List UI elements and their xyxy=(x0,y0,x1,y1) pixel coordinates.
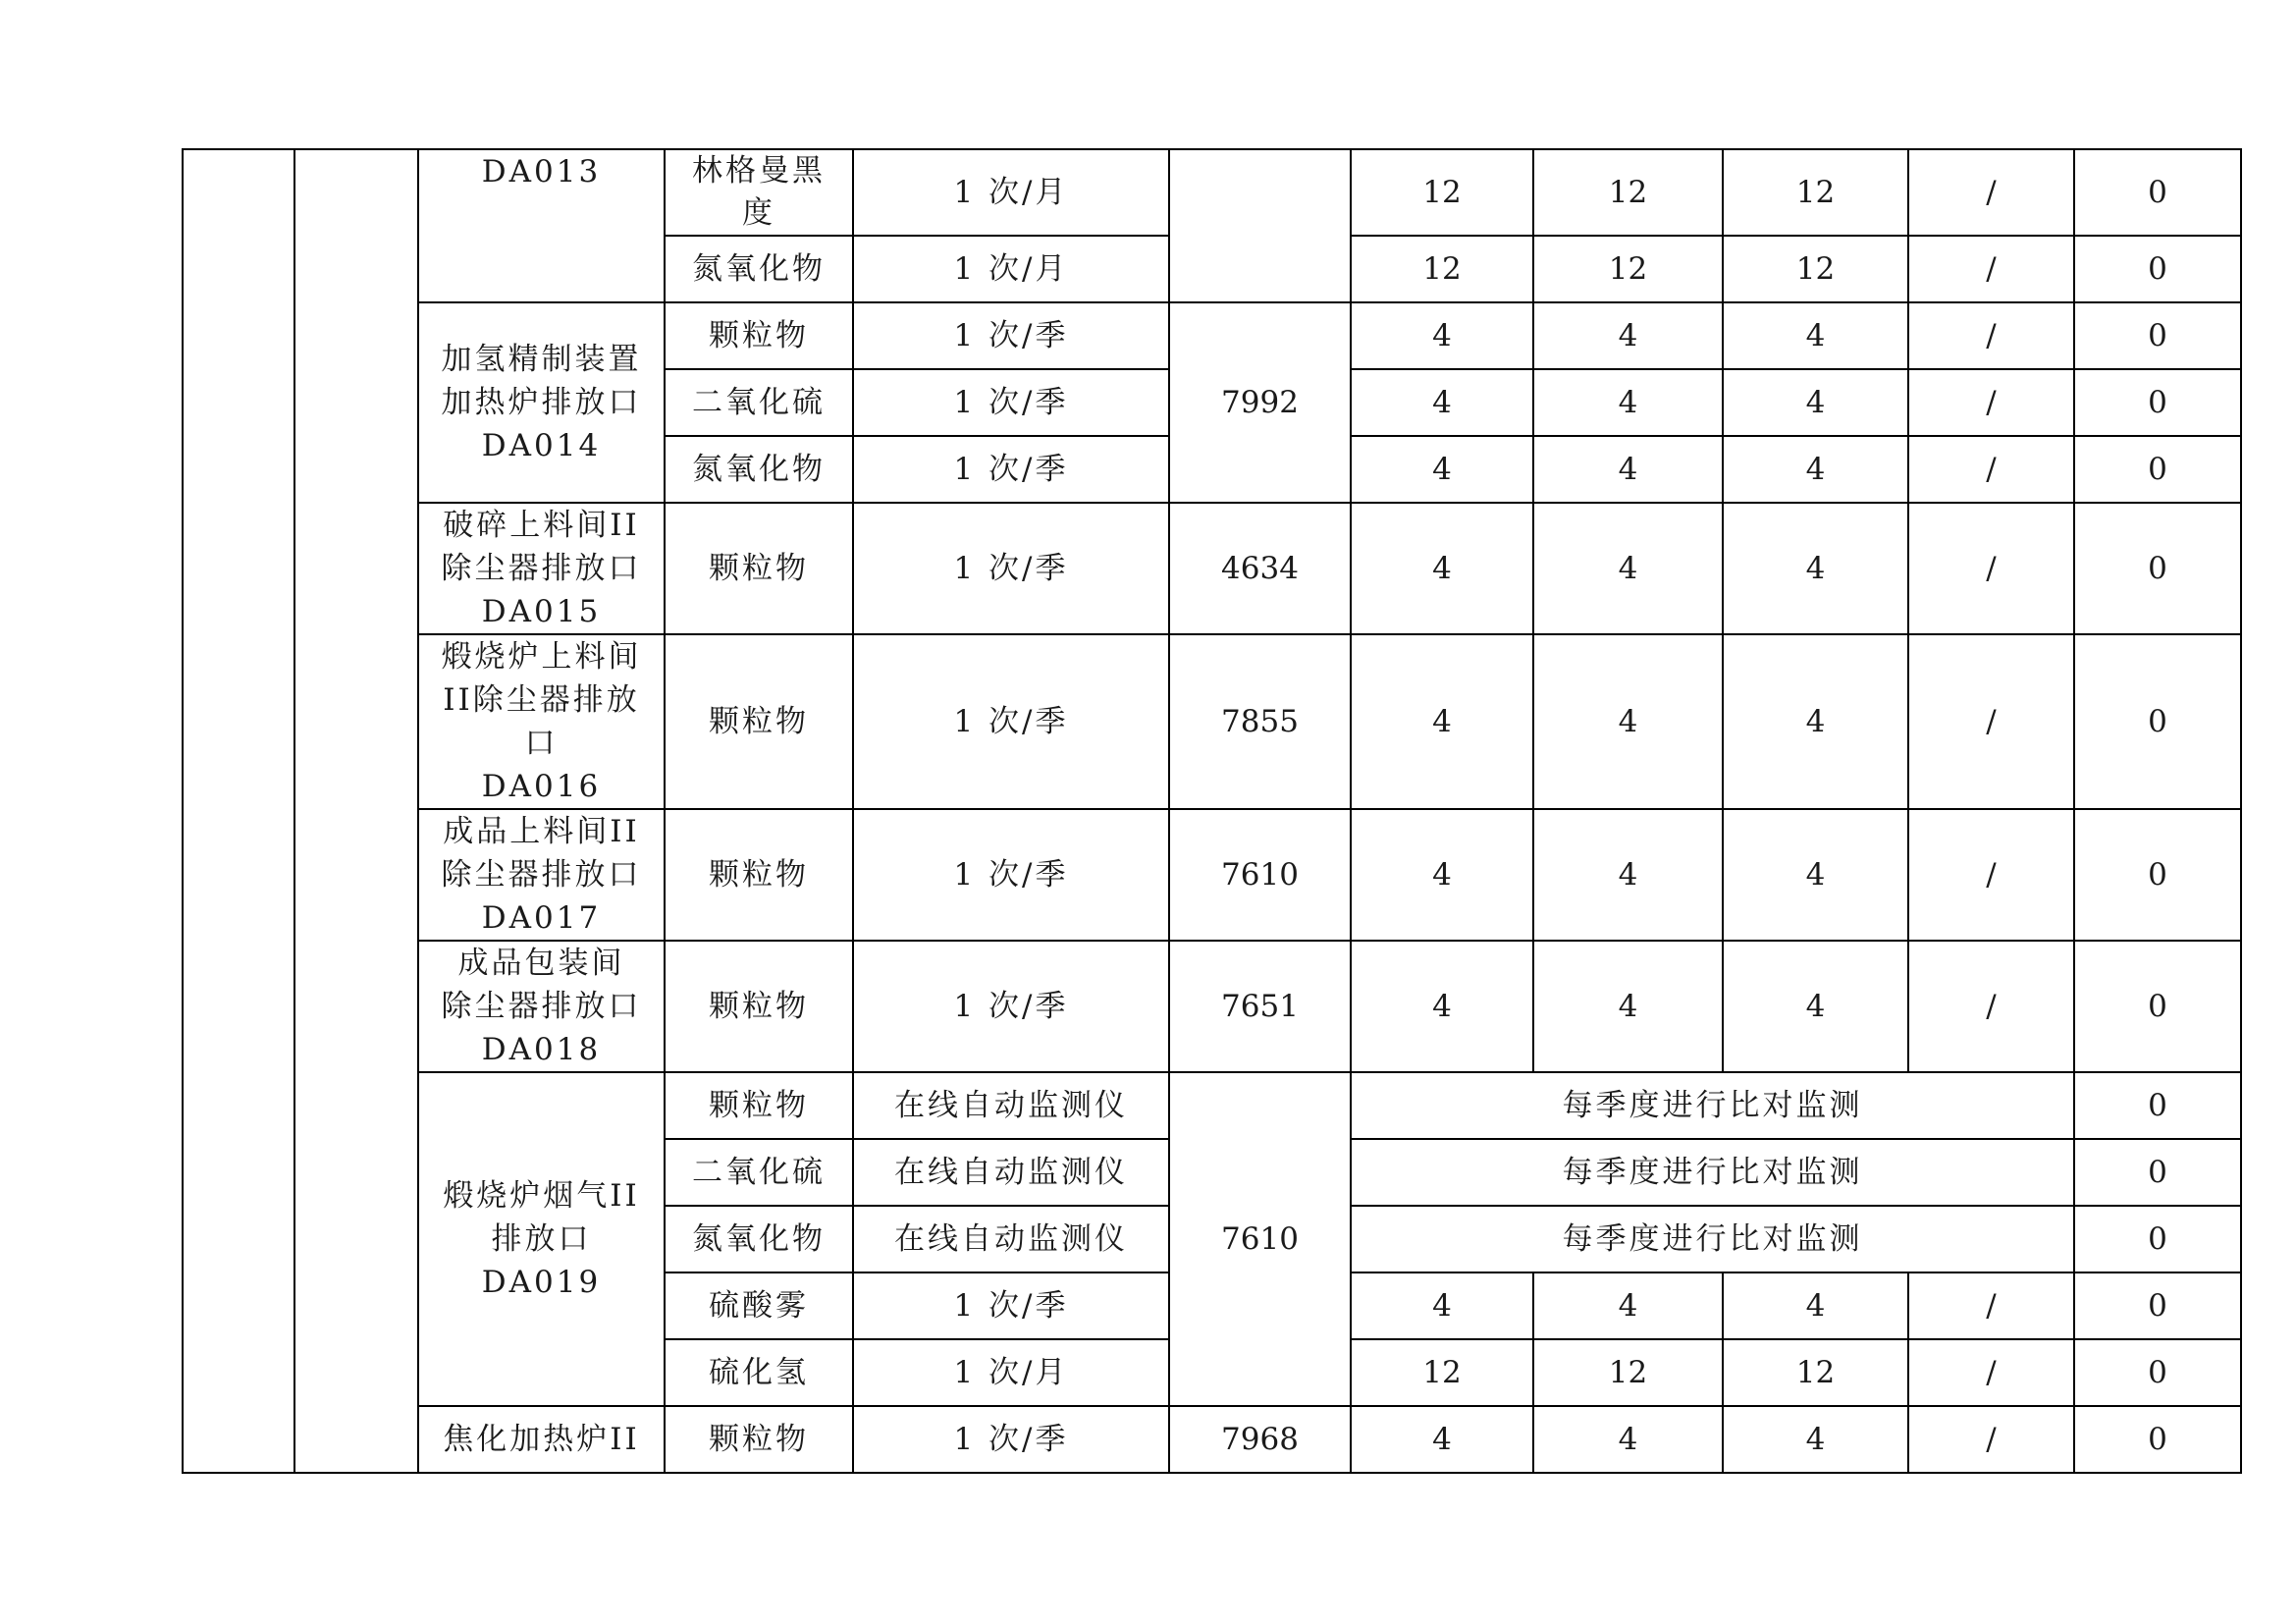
comparison-note-cell: 每季度进行比对监测 xyxy=(1351,1072,2074,1139)
frequency-cell: 1 次/月 xyxy=(853,149,1169,236)
outlet-cell xyxy=(418,503,665,634)
exceed-count-cell: 0 xyxy=(2074,1206,2241,1272)
exceed-count-cell: 0 xyxy=(2074,236,2241,302)
pollutant-cell xyxy=(665,236,853,302)
pollutant-cell xyxy=(665,1206,853,1272)
count-cell-d: / xyxy=(1908,503,2074,634)
table-row xyxy=(183,302,2241,369)
count-cell-c: 12 xyxy=(1723,236,1908,302)
table-row xyxy=(183,503,2241,634)
comparison-note-cell: 每季度进行比对监测 xyxy=(1351,1206,2074,1272)
count-cell-d: / xyxy=(1908,1339,2074,1406)
outlet-name-line: 成品上料间II xyxy=(443,814,640,849)
frequency-cell: 在线自动监测仪 xyxy=(853,1206,1169,1272)
count-cell-b: 12 xyxy=(1533,149,1723,236)
count-cell-b: 4 xyxy=(1533,369,1723,436)
frequency-cell: 1 次/季 xyxy=(853,809,1169,941)
pollutant-name-line: 硫化氢 xyxy=(709,1354,809,1390)
count-cell-c: 4 xyxy=(1723,436,1908,503)
frequency-cell: 1 次/季 xyxy=(853,1272,1169,1339)
frequency-cell: 1 次/季 xyxy=(853,369,1169,436)
pollutant-cell xyxy=(665,1406,853,1473)
pollutant-name-line: 二氧化硫 xyxy=(692,384,826,420)
count-cell-a: 4 xyxy=(1351,436,1533,503)
count-cell-c: 4 xyxy=(1723,941,1908,1072)
count-cell-c: 12 xyxy=(1723,149,1908,236)
table-row xyxy=(183,809,2241,941)
count-cell-b: 4 xyxy=(1533,302,1723,369)
pollutant-cell xyxy=(665,149,853,236)
pollutant-cell xyxy=(665,302,853,369)
pollutant-cell xyxy=(665,503,853,634)
count-cell-a: 4 xyxy=(1351,634,1533,809)
count-cell-d: / xyxy=(1908,436,2074,503)
pollutant-name-line: 颗粒物 xyxy=(709,703,809,739)
pollutant-name-line: 硫酸雾 xyxy=(709,1287,809,1324)
pollutant-name-line: 二氧化硫 xyxy=(692,1154,826,1190)
outlet-name-line: 焦化加热炉II xyxy=(443,1422,640,1457)
frequency-cell: 1 次/月 xyxy=(853,236,1169,302)
count-cell-a: 4 xyxy=(1351,1272,1533,1339)
count-cell-a: 12 xyxy=(1351,1339,1533,1406)
outlet-name-line: 煅烧炉烟气II xyxy=(443,1178,640,1214)
count-cell-a: 4 xyxy=(1351,369,1533,436)
frequency-cell: 1 次/季 xyxy=(853,436,1169,503)
count-cell-d: / xyxy=(1908,236,2074,302)
count-cell-b: 4 xyxy=(1533,503,1723,634)
exceed-count-cell: 0 xyxy=(2074,149,2241,236)
count-cell-c: 4 xyxy=(1723,503,1908,634)
outlet-name-line: DA016 xyxy=(481,769,602,804)
table-row xyxy=(183,941,2241,1072)
outlet-name-line: 排放口 xyxy=(491,1221,592,1257)
exceed-count-cell: 0 xyxy=(2074,941,2241,1072)
outlet-name-line: 口 xyxy=(524,726,559,761)
flow-cell: 7992 xyxy=(1169,302,1351,503)
outlet-cell xyxy=(418,809,665,941)
count-cell-b: 12 xyxy=(1533,1339,1723,1406)
count-cell-b: 4 xyxy=(1533,1272,1723,1339)
outlet-name-line: II除尘器排放 xyxy=(443,682,640,718)
flow-cell: 7651 xyxy=(1169,941,1351,1072)
count-cell-b: 4 xyxy=(1533,1406,1723,1473)
outlet-name-line: DA013 xyxy=(481,154,602,189)
frequency-cell: 1 次/季 xyxy=(853,302,1169,369)
pollutant-name-line: 颗粒物 xyxy=(709,317,809,353)
pollutant-cell xyxy=(665,809,853,941)
count-cell-d: / xyxy=(1908,1272,2074,1339)
outlet-name-line: DA018 xyxy=(481,1032,602,1067)
count-cell-d: / xyxy=(1908,369,2074,436)
count-cell-c: 4 xyxy=(1723,1406,1908,1473)
count-cell-b: 12 xyxy=(1533,236,1723,302)
count-cell-a: 4 xyxy=(1351,941,1533,1072)
frequency-cell: 1 次/季 xyxy=(853,503,1169,634)
count-cell-a: 4 xyxy=(1351,302,1533,369)
exceed-count-cell: 0 xyxy=(2074,302,2241,369)
frequency-cell: 在线自动监测仪 xyxy=(853,1072,1169,1139)
exceed-count-cell: 0 xyxy=(2074,809,2241,941)
frequency-cell: 1 次/季 xyxy=(853,941,1169,1072)
exceed-count-cell: 0 xyxy=(2074,1272,2241,1339)
pollutant-name-line: 颗粒物 xyxy=(709,856,809,893)
pollutant-name-line: 氮氧化物 xyxy=(692,1220,826,1257)
pollutant-name-line: 林格曼黑 xyxy=(692,153,826,189)
pollutant-name-line: 颗粒物 xyxy=(709,1421,809,1457)
outlet-name-line: 除尘器排放口 xyxy=(441,857,642,893)
flow-cell: 7855 xyxy=(1169,634,1351,809)
exceed-count-cell: 0 xyxy=(2074,369,2241,436)
count-cell-c: 4 xyxy=(1723,369,1908,436)
exceed-count-cell: 0 xyxy=(2074,634,2241,809)
outlet-cell xyxy=(418,941,665,1072)
pollutant-name-line: 颗粒物 xyxy=(709,550,809,586)
count-cell-c: 4 xyxy=(1723,302,1908,369)
count-cell-d: / xyxy=(1908,302,2074,369)
category-cell xyxy=(183,149,294,1473)
outlet-name-line: DA017 xyxy=(481,900,602,936)
pollutant-cell xyxy=(665,1272,853,1339)
flow-cell: 7610 xyxy=(1169,1072,1351,1406)
pollutant-cell xyxy=(665,1339,853,1406)
table-row xyxy=(183,1406,2241,1473)
pollutant-cell xyxy=(665,436,853,503)
exceed-count-cell: 0 xyxy=(2074,1339,2241,1406)
outlet-cell xyxy=(418,1072,665,1406)
pollutant-cell xyxy=(665,941,853,1072)
frequency-cell: 在线自动监测仪 xyxy=(853,1139,1169,1206)
outlet-name-line: 加氢精制装置 xyxy=(441,342,642,377)
flow-cell: 4634 xyxy=(1169,503,1351,634)
count-cell-a: 4 xyxy=(1351,1406,1533,1473)
table-row xyxy=(183,634,2241,809)
pollutant-cell xyxy=(665,369,853,436)
count-cell-a: 4 xyxy=(1351,809,1533,941)
table-row xyxy=(183,149,2241,236)
count-cell-b: 4 xyxy=(1533,809,1723,941)
count-cell-c: 12 xyxy=(1723,1339,1908,1406)
table-row xyxy=(183,1072,2241,1139)
count-cell-d: / xyxy=(1908,941,2074,1072)
frequency-cell: 1 次/季 xyxy=(853,634,1169,809)
monitoring-table xyxy=(182,148,2242,1474)
count-cell-d: / xyxy=(1908,634,2074,809)
outlet-name-line: DA014 xyxy=(481,428,602,463)
outlet-cell xyxy=(418,302,665,503)
count-cell-d: / xyxy=(1908,809,2074,941)
count-cell-c: 4 xyxy=(1723,1272,1908,1339)
count-cell-b: 4 xyxy=(1533,634,1723,809)
exceed-count-cell: 0 xyxy=(2074,1139,2241,1206)
outlet-name-line: DA019 xyxy=(481,1265,602,1300)
exceed-count-cell: 0 xyxy=(2074,1406,2241,1473)
flow-cell: 7968 xyxy=(1169,1406,1351,1473)
count-cell-c: 4 xyxy=(1723,634,1908,809)
flow-cell: 7610 xyxy=(1169,809,1351,941)
exceed-count-cell: 0 xyxy=(2074,436,2241,503)
exceed-count-cell: 0 xyxy=(2074,1072,2241,1139)
subcategory-cell xyxy=(294,149,418,1473)
comparison-note-cell: 每季度进行比对监测 xyxy=(1351,1139,2074,1206)
count-cell-a: 4 xyxy=(1351,503,1533,634)
pollutant-name-line: 氮氧化物 xyxy=(692,451,826,487)
count-cell-b: 4 xyxy=(1533,436,1723,503)
outlet-name-line: 除尘器排放口 xyxy=(441,551,642,586)
frequency-cell: 1 次/季 xyxy=(853,1406,1169,1473)
count-cell-b: 4 xyxy=(1533,941,1723,1072)
pollutant-cell xyxy=(665,634,853,809)
exceed-count-cell: 0 xyxy=(2074,503,2241,634)
pollutant-cell xyxy=(665,1139,853,1206)
outlet-cell xyxy=(418,149,665,302)
pollutant-name-line: 颗粒物 xyxy=(709,1087,809,1123)
pollutant-cell xyxy=(665,1072,853,1139)
outlet-name-line: 除尘器排放口 xyxy=(441,989,642,1024)
count-cell-d: / xyxy=(1908,149,2074,236)
outlet-cell xyxy=(418,1406,665,1473)
count-cell-d: / xyxy=(1908,1406,2074,1473)
pollutant-name-line: 氮氧化物 xyxy=(692,250,826,287)
frequency-cell: 1 次/月 xyxy=(853,1339,1169,1406)
pollutant-name-line: 颗粒物 xyxy=(709,988,809,1024)
outlet-name-line: 破碎上料间II xyxy=(443,508,640,543)
count-cell-a: 12 xyxy=(1351,149,1533,236)
pollutant-name-line: 度 xyxy=(742,195,775,231)
count-cell-c: 4 xyxy=(1723,809,1908,941)
outlet-cell xyxy=(418,634,665,809)
outlet-name-line: 煅烧炉上料间 xyxy=(441,639,642,675)
outlet-name-line: DA015 xyxy=(481,594,602,629)
outlet-name-line: 加热炉排放口 xyxy=(441,385,642,420)
count-cell-a: 12 xyxy=(1351,236,1533,302)
outlet-name-line: 成品包装间 xyxy=(457,946,625,981)
flow-cell xyxy=(1169,149,1351,302)
